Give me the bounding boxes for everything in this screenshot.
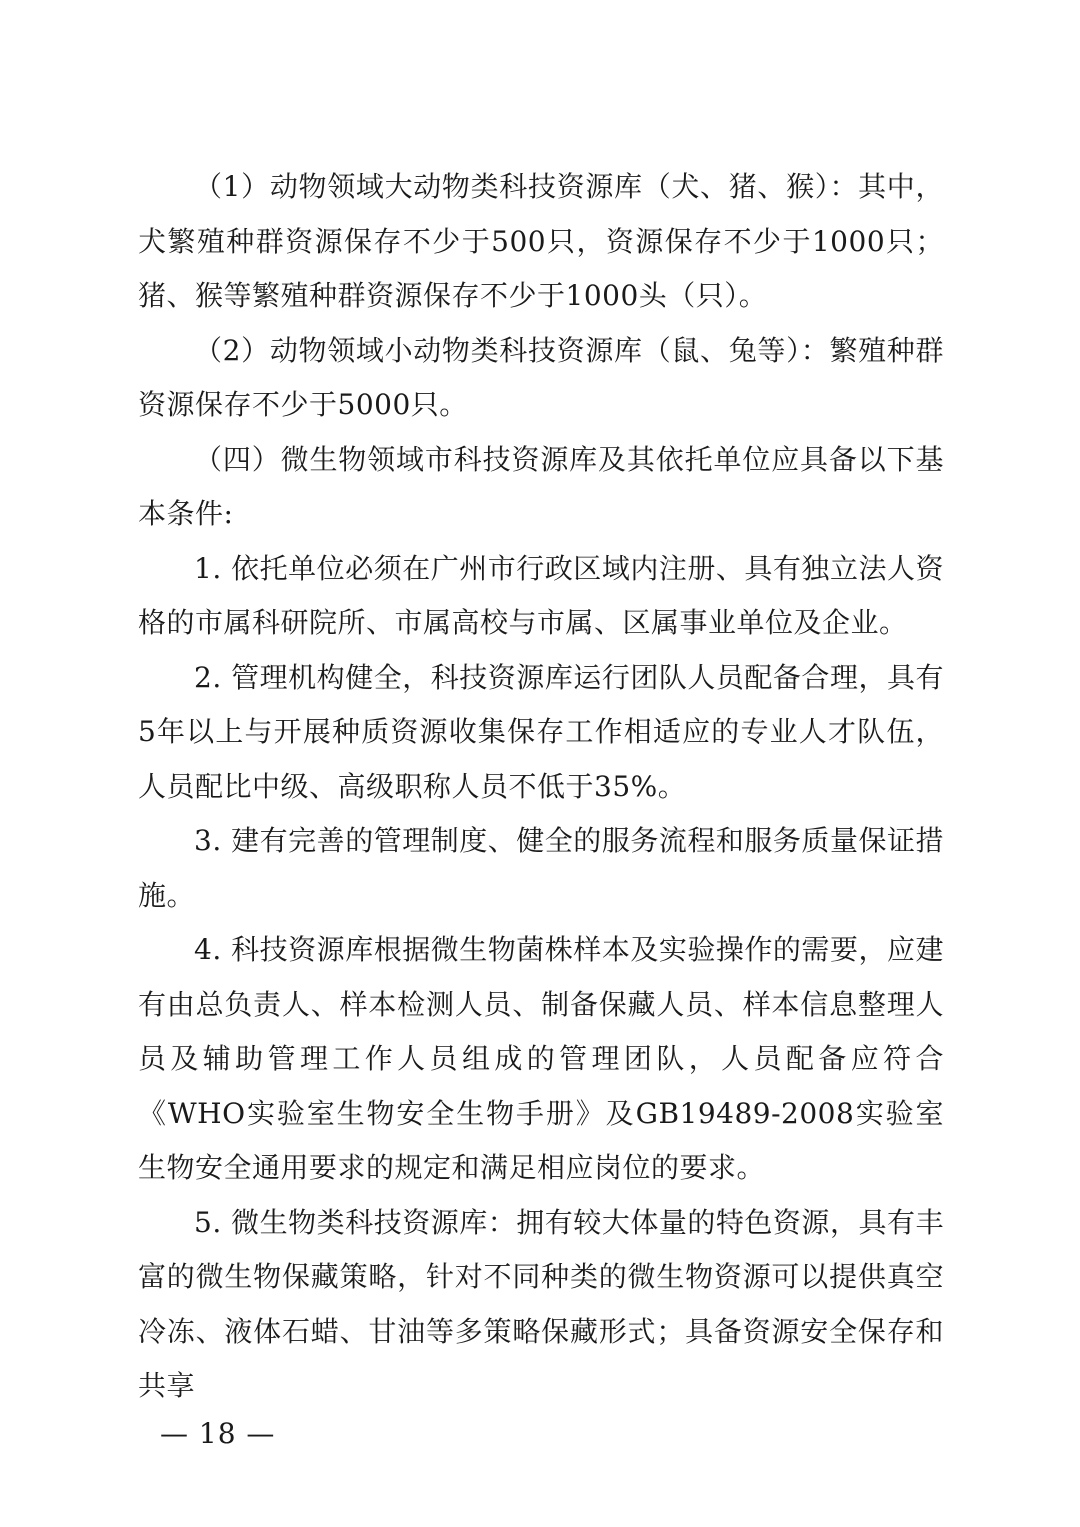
paragraph-condition-1: 1. 依托单位必须在广州市行政区域内注册、具有独立法人资格的市属科研院所、市属高校与市属、区属事业单位及企业。 [138, 551, 944, 639]
paragraph-condition-4: 4. 科技资源库根据微生物菌株样本及实验操作的需要，应建有由总负责人、样本检测人员、制备保藏人员、样本信息整理人员及辅助管理工作人员组成的管理团队，人员配备应符合《WHO实验室生物安全生物手册》及GB19489-2008实验室生物安全通用要求的规定和满足相应岗位的要求。 [138, 933, 944, 1184]
section-heading-microbe-conditions: （四）微生物领域市科技资源库及其依托单位应具备以下基本条件: [138, 442, 944, 530]
paragraph-condition-5: 5. 微生物类科技资源库：拥有较大体量的特色资源，具有丰富的微生物保藏策略，针对不同种类的微生物资源可以提供真空冷冻、液体石蜡、甘油等多策略保藏形式；具备资源安全保存和共享 [138, 1205, 944, 1402]
document-body [138, 160, 944, 1414]
paragraph-condition-2: 2. 管理机构健全，科技资源库运行团队人员配备合理，具有5年以上与开展种质资源收集保存工作相适应的专业人才队伍，人员配比中级、高级职称人员不低于35%。 [138, 660, 944, 803]
paragraph-small-animal-resource: （2）动物领域小动物类科技资源库（鼠、兔等）：繁殖种群资源保存不少于5000只。 [138, 333, 944, 421]
page-number: — 18 — [160, 1417, 276, 1450]
paragraph-large-animal-resource: （1）动物领域大动物类科技资源库（犬、猪、猴）：其中，犬繁殖种群资源保存不少于500只，资源保存不少于1000只；猪、猴等繁殖种群资源保存不少于1000头（只）。 [138, 170, 944, 312]
paragraph-condition-3: 3. 建有完善的管理制度、健全的服务流程和服务质量保证措施。 [138, 824, 944, 912]
